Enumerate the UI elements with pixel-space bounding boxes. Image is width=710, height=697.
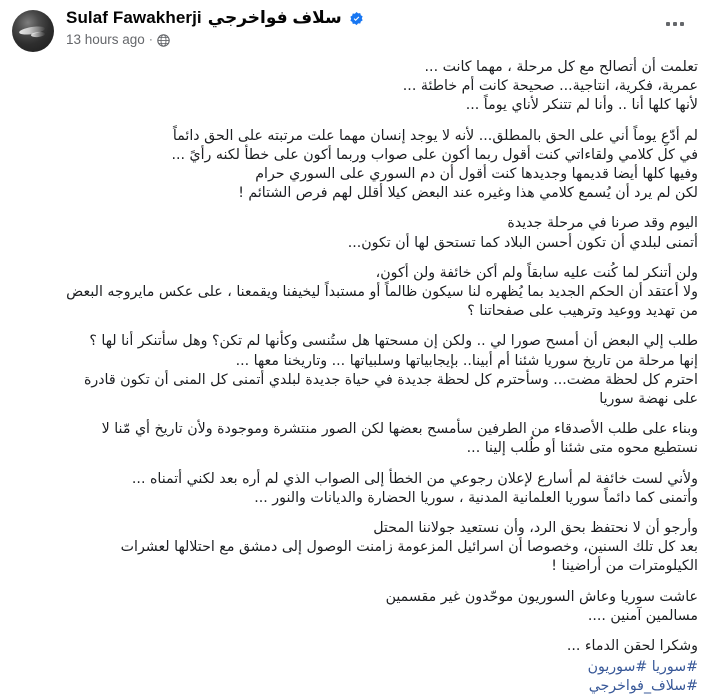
post-paragraph <box>12 332 698 409</box>
post-paragraph <box>12 214 698 252</box>
post-paragraph <box>12 588 698 626</box>
post-text-line: ولأني لست خائفة لم أسارع لإعلان رجوعي من الخطأ إلى الصواب الذي لم أره بعد لكني أتمناه ... <box>131 470 698 487</box>
post-text-line: لكن لم يرد أن يُسمع كلامي هذا وغيره عند البعض كيلا أقلل لهم فرص الشتائم ! <box>238 185 698 202</box>
post-header <box>0 0 710 56</box>
author-name-row <box>66 9 364 28</box>
post-body <box>0 58 710 697</box>
post-text-line: إنها مرحلة من تاريخ سوريا شئنا أم أبينا.. بإيجابياتها وسلبياتها ... وتاريخنا معها ... <box>235 352 698 369</box>
post-paragraph <box>12 637 698 656</box>
post-paragraph <box>12 470 698 508</box>
three-dots-menu-icon[interactable] <box>658 12 692 36</box>
post-paragraph <box>12 420 698 458</box>
hashtag-line[interactable]: #سوريا #سوريون <box>587 659 698 676</box>
author-name-arabic[interactable]: سلاف فواخرجي <box>207 8 342 27</box>
post-text-line: اليوم وقد صرنا في مرحلة جديدة <box>507 215 698 232</box>
post-hashtags[interactable] <box>12 658 698 696</box>
post-text-line: طلب إلي البعض أن أمسح صورا لي .. ولكن إن مسحتها هل ستُنسى وكأنها لم تكن؟ وهل سأتنكر أنا لها ؟ <box>89 333 698 350</box>
post-timestamp[interactable]: 13 hours ago <box>66 31 145 47</box>
menu-dot <box>680 22 684 26</box>
verified-badge-icon <box>349 11 364 26</box>
post-text-line: من تهديد ووعيد وترهيب على صفحاتنا ؟ <box>467 303 698 320</box>
post-text-line: مسالمين آمنين .... <box>587 607 698 624</box>
post-text-line: عاشت سوريا وعاش السوريون موحّدون غير مقسمين <box>385 588 698 605</box>
menu-dot <box>666 22 670 26</box>
post-text-line: وشكرا لحقن الدماء ... <box>566 638 698 655</box>
post-text-line: لأنها كلها أنا .. وأنا لم تتنكر لأناي يوماً ... <box>465 97 698 114</box>
post-paragraph <box>12 127 698 204</box>
post-text-line: وفيها كلها أيضا قديمها وجديدها كنت أقول أن دم السوري على السوري حرام <box>255 166 698 183</box>
post-text-line: أتمنى لبلدي أن تكون أحسن البلاد كما تستحق لها أن تكون... <box>347 234 698 251</box>
post-text-line: نستطيع محوه متى شئنا أو طُلب إلينا ... <box>466 440 698 457</box>
post-text-line: بعد كل تلك السنين، وخصوصا أن اسرائيل المزعومة زامنت الوصول إلى دمشق مع احتلالها لعشرات <box>120 539 698 556</box>
post-text-line: احترم كل لحظة مضت... وسأحترم كل لحظة جديدة في حياة جديدة لبلدي أتمنى كل المنى أن تكون قادرة <box>83 371 698 388</box>
post-text-line: وبناء على طلب الأصدقاء من الطرفين سأمسح بعضها لكن الصور منتشرة وموجودة ولأن تاريخ أي مّنا لا <box>101 421 698 438</box>
post-paragraph <box>12 519 698 577</box>
post-text-line: في كل كلامي ولقاءاتي كنت أقول ربما أكون على صواب وربما أكون على خطأ لكنه رأيً ... <box>171 146 698 163</box>
post-paragraph <box>12 264 698 322</box>
post-paragraph <box>12 58 698 116</box>
avatar[interactable] <box>12 10 54 52</box>
post-author-block <box>66 8 364 47</box>
hashtag-line[interactable]: #سلاف_فواخرجي <box>588 678 698 695</box>
globe-public-icon[interactable] <box>157 34 170 47</box>
author-name-latin[interactable]: Sulaf Fawakherji <box>66 8 202 27</box>
post-text-line: على نهضة سوريا <box>599 391 698 408</box>
post-text-line: وأرجو أن لا نحتفظ بحق الرد، وأن نستعيد جولاننا المحتل <box>373 520 698 537</box>
post-meta-row <box>66 32 364 47</box>
post-text-line: تعلمت أن أتصالح مع كل مرحلة ، مهما كانت ... <box>424 59 698 75</box>
post-text-line: ولن أتنكر لما كُنت عليه سابقاً ولم أكن خائفة ولن أكون، <box>375 264 698 281</box>
post-text-line: عمرية، فكرية، انتاجية... صحيحة كانت أم خاطئة ... <box>402 78 698 95</box>
post-text-line: وأتمنى كما دائماً سوريا العلمانية المدنية ، سوريا الحضارة والديانات والنور ... <box>254 489 698 506</box>
meta-separator: · <box>148 32 153 47</box>
post-text-line: لم أدّعِ يوماً أني على الحق بالمطلق... لأنه لا يوجد إنسان مهما علت مرتبته على الحق دائماً <box>172 127 698 144</box>
menu-dot <box>673 22 677 26</box>
post-text-line: ولا أعتقد أن الحكم الجديد بما يُظهره لنا سيكون ظالماً أو مستبداً ليخيفنا ويقمعنا ، على عكس مايروجه البعض <box>66 284 698 301</box>
post-text-line: الكيلومترات من أراضينا ! <box>551 558 698 575</box>
